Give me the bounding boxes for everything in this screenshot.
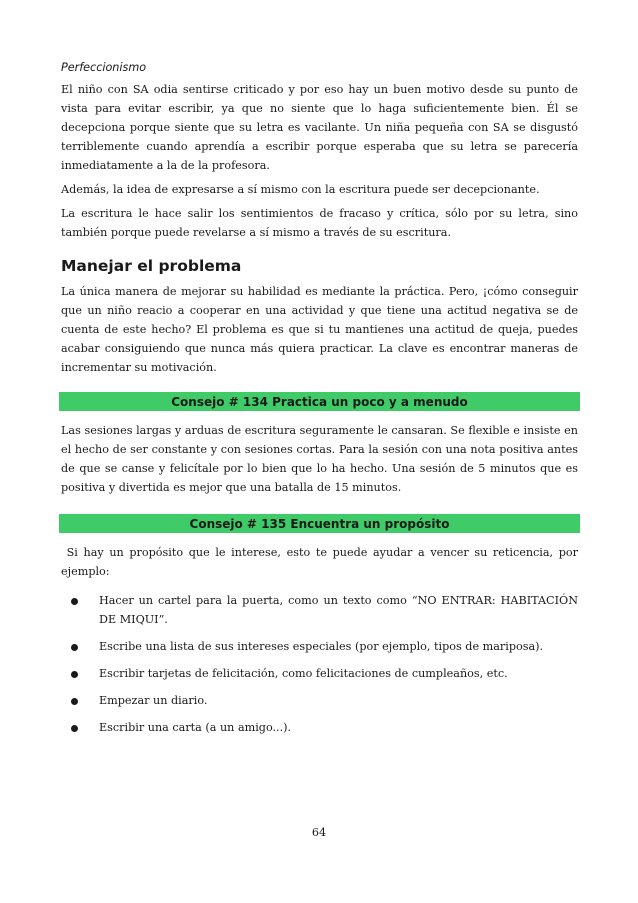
tip-134-banner: Consejo # 134 Practica un poco y a menudo [59,392,580,411]
paragraph-escritura: La escritura le hace salir los sentimientos de fracaso y crítica, sólo por su letra, sino también porque puede revelarse a sí mismo a través de su escritura. [61,207,578,239]
list-item [61,637,578,656]
paragraph-tip-135-intro: Si hay un propósito que le interese, esto te puede ayudar a vencer su reticencia, por ejemplo: [61,546,582,578]
bullet-icon [71,671,78,678]
bullet-icon [71,725,78,732]
bullet-icon [71,644,78,651]
list-item-text: Escribir una carta (a un amigo...). [99,721,292,734]
bullet-icon [71,598,78,605]
list-item-text: Escribir tarjetas de felicitación, como felicitaciones de cumpleaños, etc. [99,667,508,680]
page-number: 64 [311,826,327,839]
list-item-text: Empezar un diario. [99,694,208,707]
list-item [61,691,578,710]
paragraph-perfeccionismo: El niño con SA odia sentirse criticado y por eso hay un buen motivo desde su punto de vista para evitar escribir, ya que no siente que lo haga suficientemente bien. Él se decepciona porque siente que su letra es vacilante. Un niña pequeña con SA se disgustó terriblemente cuando aprendía a escribir porque esperaba que su letra se parecería inmediatamente a la de la profesora. [61,83,578,172]
example-list [61,591,578,737]
page-content [61,60,582,745]
list-item-text: Escribe una lista de sus intereses especiales (por ejemplo, tipos de mariposa). [99,640,544,653]
paragraph-manejar: La única manera de mejorar su habilidad es mediante la práctica. Pero, ¡cómo conseguir que un niño reacio a cooperar en una actividad y que tiene una actitud negativa se de cuenta de este hecho? El problema es que si tu mantienes una actitud de queja, puedes acabar consiguiendo que nunca más quiera practicar. La clave es encontrar maneras de incrementar su motivación. [61,285,578,374]
list-item-text: Hacer un cartel para la puerta, como un texto como “NO ENTRAR: HABITACIÓN DE MIQUI”. [99,594,578,626]
paragraph-expresarse: Además, la idea de expresarse a sí mismo con la escritura puede ser decepcionante. [61,183,540,196]
section-heading: Manejar el problema [61,257,242,275]
paragraph-tip-134: Las sesiones largas y arduas de escritura seguramente le cansaran. Se flexible e insiste en el hecho de ser constante y con sesiones cortas. Para la sesión con una nota positiva antes de que se canse y felicítale por lo bien que lo ha hecho. Una sesión de 5 minutos que es positiva y divertida es mejor que una batalla de 15 minutos. [61,424,578,494]
section-subtitle: Perfeccionismo [61,61,147,74]
list-item [61,664,578,683]
list-item [61,591,578,629]
list-item [61,718,578,737]
bullet-icon [71,698,78,705]
tip-135-banner: Consejo # 135 Encuentra un propósito [59,514,580,533]
